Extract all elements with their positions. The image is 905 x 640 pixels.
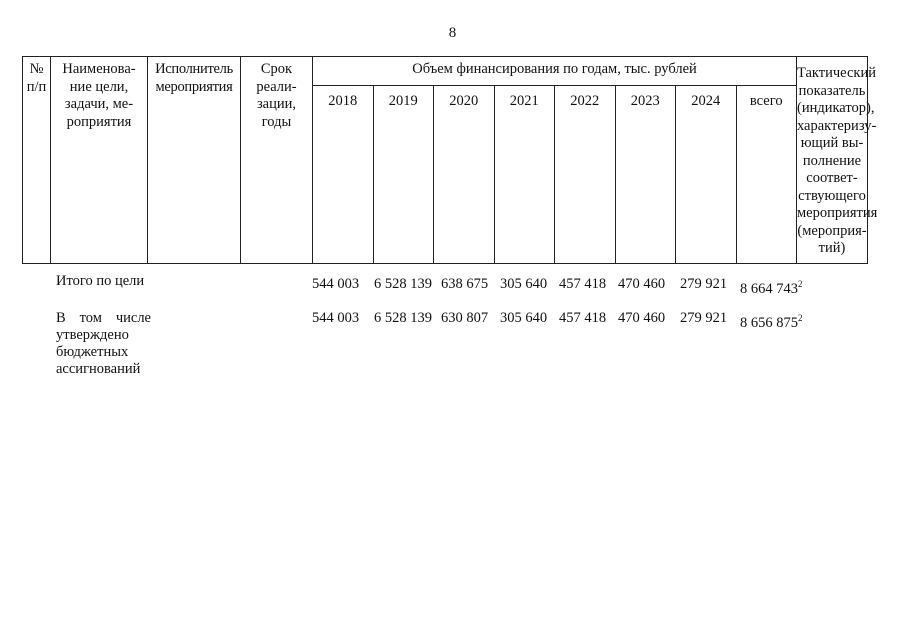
value-2022: 457 418 xyxy=(559,276,607,292)
value-2018: 544 003 xyxy=(312,310,360,326)
row-label-line: В том числе xyxy=(56,310,151,326)
year-header: 2024 xyxy=(676,86,737,264)
row-label: Итого по цели xyxy=(56,273,145,289)
value-2018: 544 003 xyxy=(312,276,360,292)
row-label-line: ассигнований xyxy=(56,361,141,377)
year-header: 2021 xyxy=(494,86,555,264)
header-term: Срок реали- зации, годы xyxy=(241,57,313,264)
row-label-line: утверждено xyxy=(56,327,129,343)
footnote-mark: 2 xyxy=(798,279,803,289)
year-header: 2020 xyxy=(434,86,495,264)
header-financing: Объем финансирования по годам, тыс. рублей xyxy=(313,57,797,86)
year-header: всего xyxy=(736,86,797,264)
value-2023: 470 460 xyxy=(618,310,666,326)
value-2019: 6 528 139 xyxy=(374,276,432,292)
row-label-line: бюджетных xyxy=(56,344,129,360)
value-total: 8 656 $875^2$ xyxy=(740,313,803,331)
year-header: 2023 xyxy=(615,86,676,264)
header-number: № п/п xyxy=(23,57,51,264)
header-indicator: Тактический показатель (индикатор), характеризу- ющий вы- полнение соответ- ствующего мероприятия (мероприя- тий) xyxy=(797,57,868,264)
value-2020: 630 807 xyxy=(441,310,489,326)
header-name: Наименова- ние цели, задачи, ме- роприятия xyxy=(51,57,148,264)
page-number: 8 xyxy=(448,25,457,41)
value-2024: 279 921 xyxy=(680,276,728,292)
value-2023: 470 460 xyxy=(618,276,666,292)
year-header: 2022 xyxy=(555,86,616,264)
footnote-mark: 2 xyxy=(798,313,803,323)
value-2021: 305 640 xyxy=(500,310,548,326)
header-executor: Исполнитель мероприятия xyxy=(148,57,241,264)
financing-table-header xyxy=(22,56,878,264)
value-2020: 638 675 xyxy=(441,276,489,292)
value-2022: 457 418 xyxy=(559,310,607,326)
value-2021: 305 640 xyxy=(500,276,548,292)
value-2019: 6 528 139 xyxy=(374,310,432,326)
value-total: 8 664 $743^2$ xyxy=(740,279,803,297)
year-header: 2019 xyxy=(373,86,434,264)
year-header: 2018 xyxy=(313,86,374,264)
value-2024: 279 921 xyxy=(680,310,728,326)
